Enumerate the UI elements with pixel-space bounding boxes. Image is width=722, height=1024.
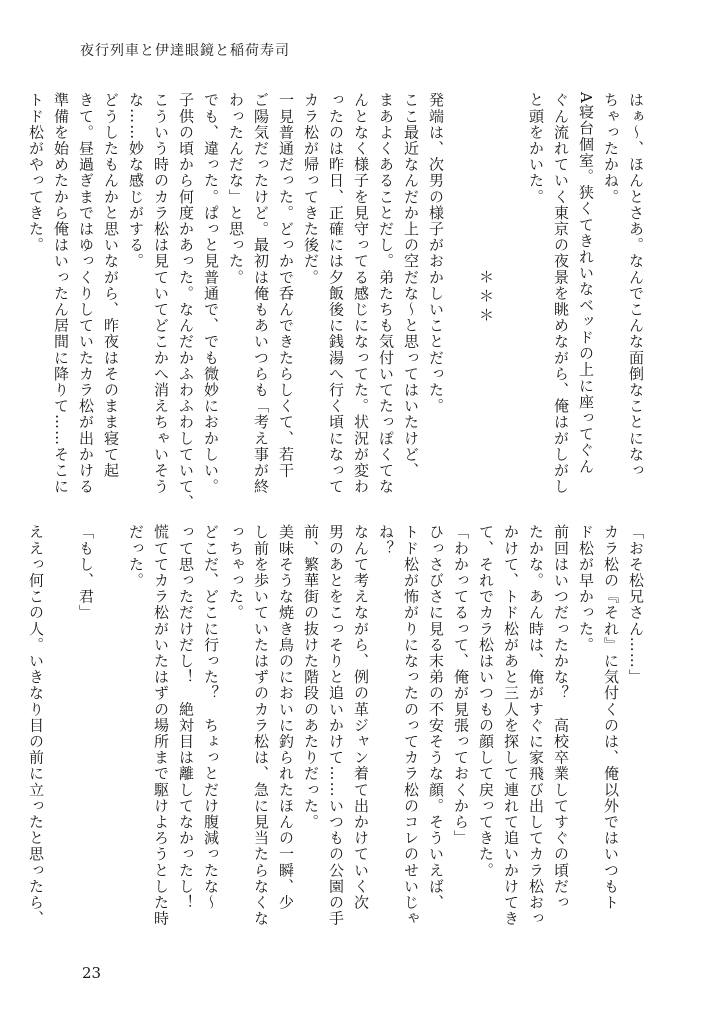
text-line: 「おそ松兄さん……」	[627, 524, 645, 685]
text-line: かけて、トド松があと三人を探して連れて追いかけてき	[502, 524, 520, 927]
text-line: ひっさびさに見る末弟の不安そうな顔。そういえば、	[427, 524, 445, 911]
text-line: っちゃった。	[227, 524, 245, 621]
text-line: ったのは昨日、正確には夕飯後に銭湯へ行く頃になって	[327, 92, 345, 495]
text-line: たかな。あん時は、俺がすぐに家飛び出してカラ松おっ	[527, 524, 545, 927]
text-line: 前、繁華街の抜けた階段のあたりだった。	[302, 524, 320, 830]
text-line: きて。昼過ぎまではゆっくりしていたカラ松が出かける	[77, 92, 95, 495]
text-line: ご陽気だったけど。最初は俺もあいつらも「考え事が終	[252, 92, 270, 495]
text-line: トド松が怖がりになったのってカラ松のコレのせいじゃ	[402, 524, 420, 927]
text-line: まあよくあることだし。弟たちも気付いてたっぽくてな	[377, 92, 395, 495]
text-line: 男のあとをこっそりと追いかけて……いつもの公園の手	[327, 524, 345, 927]
text-line: だった。	[127, 524, 145, 589]
text-line: 発端は、次男の様子がおかしいことだった。	[427, 92, 445, 414]
text-line: なんて考えながら、例の革ジャン着て出かけていく次	[352, 524, 370, 911]
text-line: 慌ててカラ松がいたはずの場所まで駆けよろうとした時	[152, 524, 170, 927]
text-line: でも、違った。ぱっと見普通で、でも微妙におかしい。	[202, 92, 220, 495]
text-line: はぁ〜、ほんとさあ。なんでこんな面倒なことになっ	[627, 92, 645, 479]
text-line: こういう時のカラ松は見ていてどこかへ消えちゃいそう	[152, 92, 170, 495]
text-line: ぐん流れていく東京の夜景を眺めながら、俺はがしがし	[552, 92, 570, 495]
running-head: 夜行列車と伊達眼鏡と稲荷寿司	[80, 43, 290, 59]
text-line: 準備を始めたから俺はいったん居間に降りて……そこに	[52, 92, 70, 495]
text-line: ちゃったかね。	[602, 92, 620, 205]
upper-text-block	[27, 92, 648, 511]
text-line: カラ松の『それ』に気付くのは、俺以外ではいつもト	[602, 524, 620, 911]
text-line: わったんだな」と思った。	[227, 92, 245, 286]
text-line: な……妙な感じがする。	[127, 92, 145, 270]
text-line: ド松が早かった。	[577, 524, 595, 653]
text-line: て、それでカラ松はいつもの顔して戻ってきた。	[477, 524, 495, 879]
text-line: と頭をかいた。	[527, 92, 545, 205]
text-line	[48, 524, 73, 940]
text-line: 一見普通だった。どっかで呑んできたらしくて、若干	[277, 92, 295, 479]
text-line: ね？	[377, 524, 395, 557]
text-line: どうしたもんかと思いながら、昨夜はそのまま寝て起	[102, 92, 120, 479]
text-line: って思っただけだし！ 絶対目は離してなかったし！	[177, 524, 195, 911]
text-line: ええっ何この人。いきなり目の前に立ったと思ったら、	[27, 524, 45, 927]
text-line: 子供の頃から何度かあった。なんだかふわふわしていて、	[177, 92, 195, 511]
text-line: どこだ、どこに行った？ ちょっとだけ腹減ったな〜	[202, 524, 220, 911]
text-line	[498, 92, 523, 502]
lower-text-block	[27, 524, 648, 940]
text-line	[98, 524, 123, 940]
text-line: 「わかってるって、俺が見張っておくから」	[452, 524, 470, 846]
text-line: 前回はいつだったかな？ 高校卒業してすぐの頃だっ	[552, 524, 570, 911]
text-line: トド松がやってきた。	[27, 92, 45, 253]
text-line: A寝台個室。狭くてきれいなベッドの上に座ってぐん	[577, 92, 595, 475]
text-line: 「もし、君」	[77, 524, 95, 621]
text-line: んとなく様子を見守ってる感じになってた。状況が変わ	[352, 92, 370, 495]
text-line: ここ最近なんだか上の空だな〜と思ってはいたけど、	[402, 92, 420, 479]
scene-break: ＊＊＊	[477, 268, 495, 326]
page-number: 23	[82, 964, 102, 982]
text-line: カラ松が帰ってきた後だ。	[302, 92, 320, 286]
text-line: し前を歩いていたはずのカラ松は、急に見当たらなくな	[252, 524, 270, 927]
text-line: 美味そうな焼き鳥のにおいに釣られたほんの一瞬、少	[277, 524, 295, 911]
text-line	[448, 92, 473, 502]
